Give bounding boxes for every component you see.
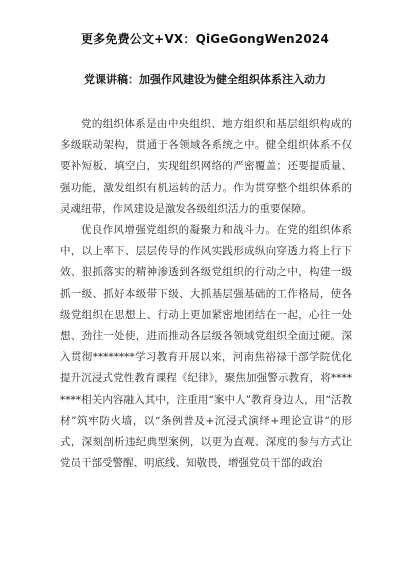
promo-header: 更多免费公文+VX：QiGeGongWen2024 xyxy=(80,32,329,46)
document-title: 党课讲稿：加强作风建设为健全组织体系注入动力 xyxy=(84,73,326,86)
document-body xyxy=(60,114,352,474)
paragraph-1: 党的组织体系是由中央组织、地方组织和基层组织构成的多级联动架构，贯通于各领域各系统之中。健全组织体系不仅要补短板、填空白，实现组织网络的严密覆盖；还要提质量、强功能，激发组织有机运转的活力。作为贯穿整个组织体系的灵魂纽带，作风建设是激发各级组织活力的重要保障。 xyxy=(60,118,352,215)
paragraph-2: 优良作风增强党组织的凝聚力和战斗力。在党的组织体系中，以上率下、层层传导的作风实践形成纵向穿透力将上行下效、狠抓落实的精神渗透到各级党组织的行动之中，构建一级抓一级、抓好本级带下级、大抓基层强基础的工作格局，使各级党组织在思想上、行动上更加紧密地团结在一起，心往一处想、劲往一处使，进而推动各层级各领域党组织全面过硬。深入贯彻********学习教育开展以来，河南焦裕禄干部学院优化提升沉浸式党性教育课程《纪律》，聚焦加强警示教育，将********相关内容融入其中，注重用“案中人”教育身边人，用“活教材”筑牢防火墙，以“条例普及+沉浸式演绎+理论宣讲”的形式，深刻剖析违纪典型案例，以更为直观、深度的参与方式让党员干部受警醒、明底线、知敬畏，增强党员干部的政治 xyxy=(60,224,352,470)
